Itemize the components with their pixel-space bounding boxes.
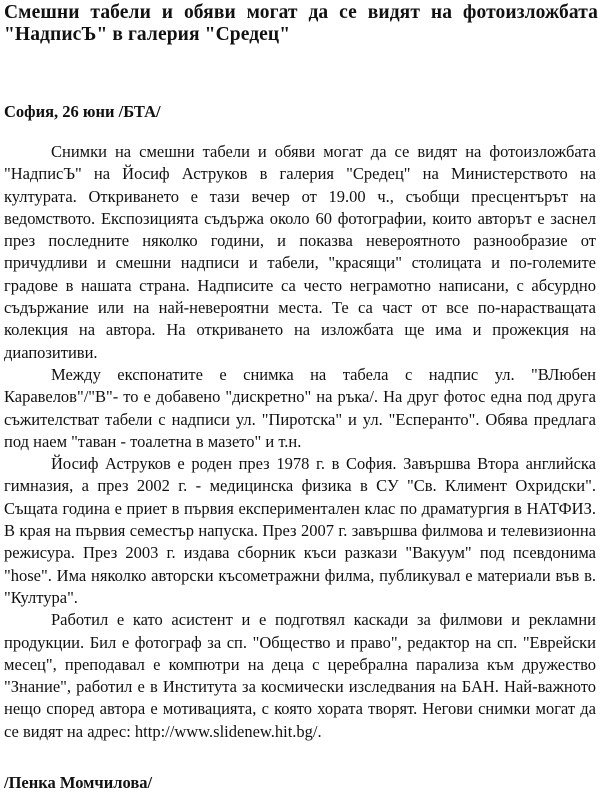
document-page (0, 2, 600, 802)
article-paragraph-3: Йосиф Аструков е роден през 1978 г. в София. Завършва Втора английска гимназия, а през 2002 г. - медицинска физика в СУ "Св. Климент Охридски". Същата година е приет в първия експериментален клас по драматургия в НАТФИЗ. В края на първия семестър напуска. През 2007 г. завършва филмова и телевизионна режисура. През 2003 г. издава сборник къси разкази "Вакуум" под псевдонима "hose". Има няколко авторски късометражни филма, публикувал е материали във в. "Култура". (4, 454, 596, 607)
article-paragraph-4: Работил е като асистент и е подготвял каскади за филмови и рекламни продукции. Бил е фотограф за сп. "Общество и право", редактор на сп. "Еврейски месец", преподавал е компютри на деца с церебрална парализа към дружество "Знание", работил е в Института за космически изследвания на БАН. Най-важното нещо според автора е мотивацията, с която хората творят. Негови снимки могат да се видят на адрес: http://www.slidenew.hit.bg/. (4, 610, 596, 741)
article-paragraph-2: Между експонатите е снимка на табела с надпис ул. "ВЛюбен Каравелов"/"В"- то е добавено "дискретно" на ръка/. На друг фотос една под друга съжителстват табели с надписи ул. "Пиротска" и ул. "Есперанто". Обява предлага под наем "таван - тоалетна в мазето" и т.н. (4, 364, 596, 451)
article-title: Смешни табели и обяви могат да се видят на фотоизложбата "НадписЪ" в галерия "Средец" (4, 2, 598, 45)
article-dateline: София, 26 юни /БТА/ (4, 102, 161, 121)
article-body (4, 141, 596, 743)
article-paragraph-1: Снимки на смешни табели и обяви могат да се видят на фотоизложбата "НадписЪ" на Йосиф Аструков в галерия "Средец" на Министерството на културата. Откриването е тази вечер от 19.00 ч., съобщи пресцентърът на ведомството. Експозицията съдържа около 60 фотографии, които авторът е заснел през последните няколко години, и показва невероятното разнообразие от причудливи и смешни надписи и табели, "красящи" столицата и по-големите градове в нашата страна. Надписите са често неграмотно написани, с абсурдно съдържание или на най-невероятни места. Те са част от все по-нарастващата колекция на автора. На откриването на изложбата ще има и прожекция на диапозитиви. (4, 142, 596, 362)
article-author-signature: /Пенка Момчилова/ (4, 773, 153, 792)
